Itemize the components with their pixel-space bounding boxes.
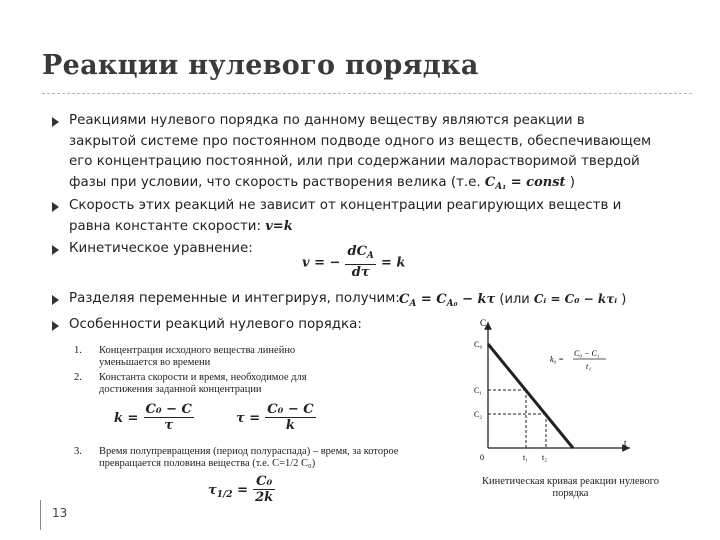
bullet-arrow-icon <box>52 117 59 127</box>
slope-numerator: C₀ − C₁ <box>574 349 600 358</box>
alt-integrated-formula: Cᵢ = C₀ − kτᵢ <box>533 292 618 306</box>
origin-label: 0 <box>480 453 484 462</box>
feature-number: 2. <box>74 372 82 383</box>
kinetic-equation-formula: v = − $\frac{dC_A}{d\tau}$ = k <box>302 244 406 280</box>
t2-label: t₂ <box>542 453 548 462</box>
slide-title: Реакции нулевого порядка <box>42 50 479 81</box>
y-axis-label: C <box>480 318 487 328</box>
bullet-arrow-icon <box>52 295 59 305</box>
slope-denominator: t₁ <box>586 362 592 371</box>
c1-label: C₁ <box>474 386 483 395</box>
rate-constant-formula: k = $\frac{\text{C₀ − C}}{\tau}$ <box>114 402 192 433</box>
feature-linear-decrease: Концентрация исходного вещества линейно уменьшается во времени <box>99 345 296 368</box>
bullet-definition-text: Реакциями нулевого порядка по данному веществу являются реакции в закрытой системе про постоянном подводе одного из веществ, обеспечивающем его концентрацию постоянной, или при содержании малорастворимой твердой фазы при условии, что скорость растворения велика (т.е. <box>69 113 652 190</box>
x-axis-label: t <box>624 438 627 448</box>
kinetic-curve-graph <box>460 316 640 466</box>
c0-label: C₀ <box>474 340 483 349</box>
feature-number: 3. <box>74 446 82 457</box>
bullet-arrow-icon <box>52 245 59 255</box>
page-number: 13 <box>52 506 68 520</box>
rate-formula: v=k <box>265 218 293 234</box>
bullet-rate-text: Скорость этих реакций не зависит от концентрации реагирующих веществ и равна константе скорости: <box>69 198 622 234</box>
bullet-integration-text: Разделяя переменные и интегрируя, получим: <box>69 291 400 306</box>
title-divider <box>42 93 692 94</box>
c2-label: C₂ <box>474 410 483 419</box>
time-formula: τ = $\frac{\text{C₀ − C}}{k}$ <box>236 402 314 433</box>
half-life-formula: $\tau_{1/2}$ = $\frac{\text{C₀}}{2k}$ <box>208 474 274 505</box>
feature-rate-constant-time: Константа скорости и время, необходимое для достижения заданной концентрации <box>99 372 307 395</box>
feature-half-life: Время полупревращения (период полураспада) – время, за которое превращается половина вещества (т.е. C=1/2 C₀) <box>99 446 399 469</box>
slope-lhs: k₀ = <box>550 355 564 364</box>
integrated-formula: $C_A = C_{A_0} - k\tau$ (или Cᵢ = C₀ − kτᵢ ) <box>399 292 627 309</box>
feature-number: 1. <box>74 345 82 356</box>
bullet-definition: Реакциями нулевого порядка по данному веществу являются реакции в закрытой системе про постоянном подводе одного из веществ, обеспечивающем его концентрацию постоянной, или при содержании малорастворимой твердой фазы при условии, что скорость растворения велика (т.е. $C_{A_1}$ = const ) <box>52 111 652 197</box>
bullet-features-text: Особенности реакций нулевого порядка: <box>69 317 362 332</box>
t1-label: t₁ <box>523 453 529 462</box>
page-number-divider <box>40 500 41 530</box>
bullet-kinetic-text: Кинетическое уравнение: <box>69 241 253 256</box>
bullet-rate <box>52 196 652 237</box>
const-concentration-formula: $C_{A_1}$ = const <box>484 174 566 192</box>
bullet-arrow-icon <box>52 202 59 212</box>
bullet-arrow-icon <box>52 321 59 331</box>
graph-caption: Кинетическая кривая реакции нулевого порядка <box>482 476 659 499</box>
